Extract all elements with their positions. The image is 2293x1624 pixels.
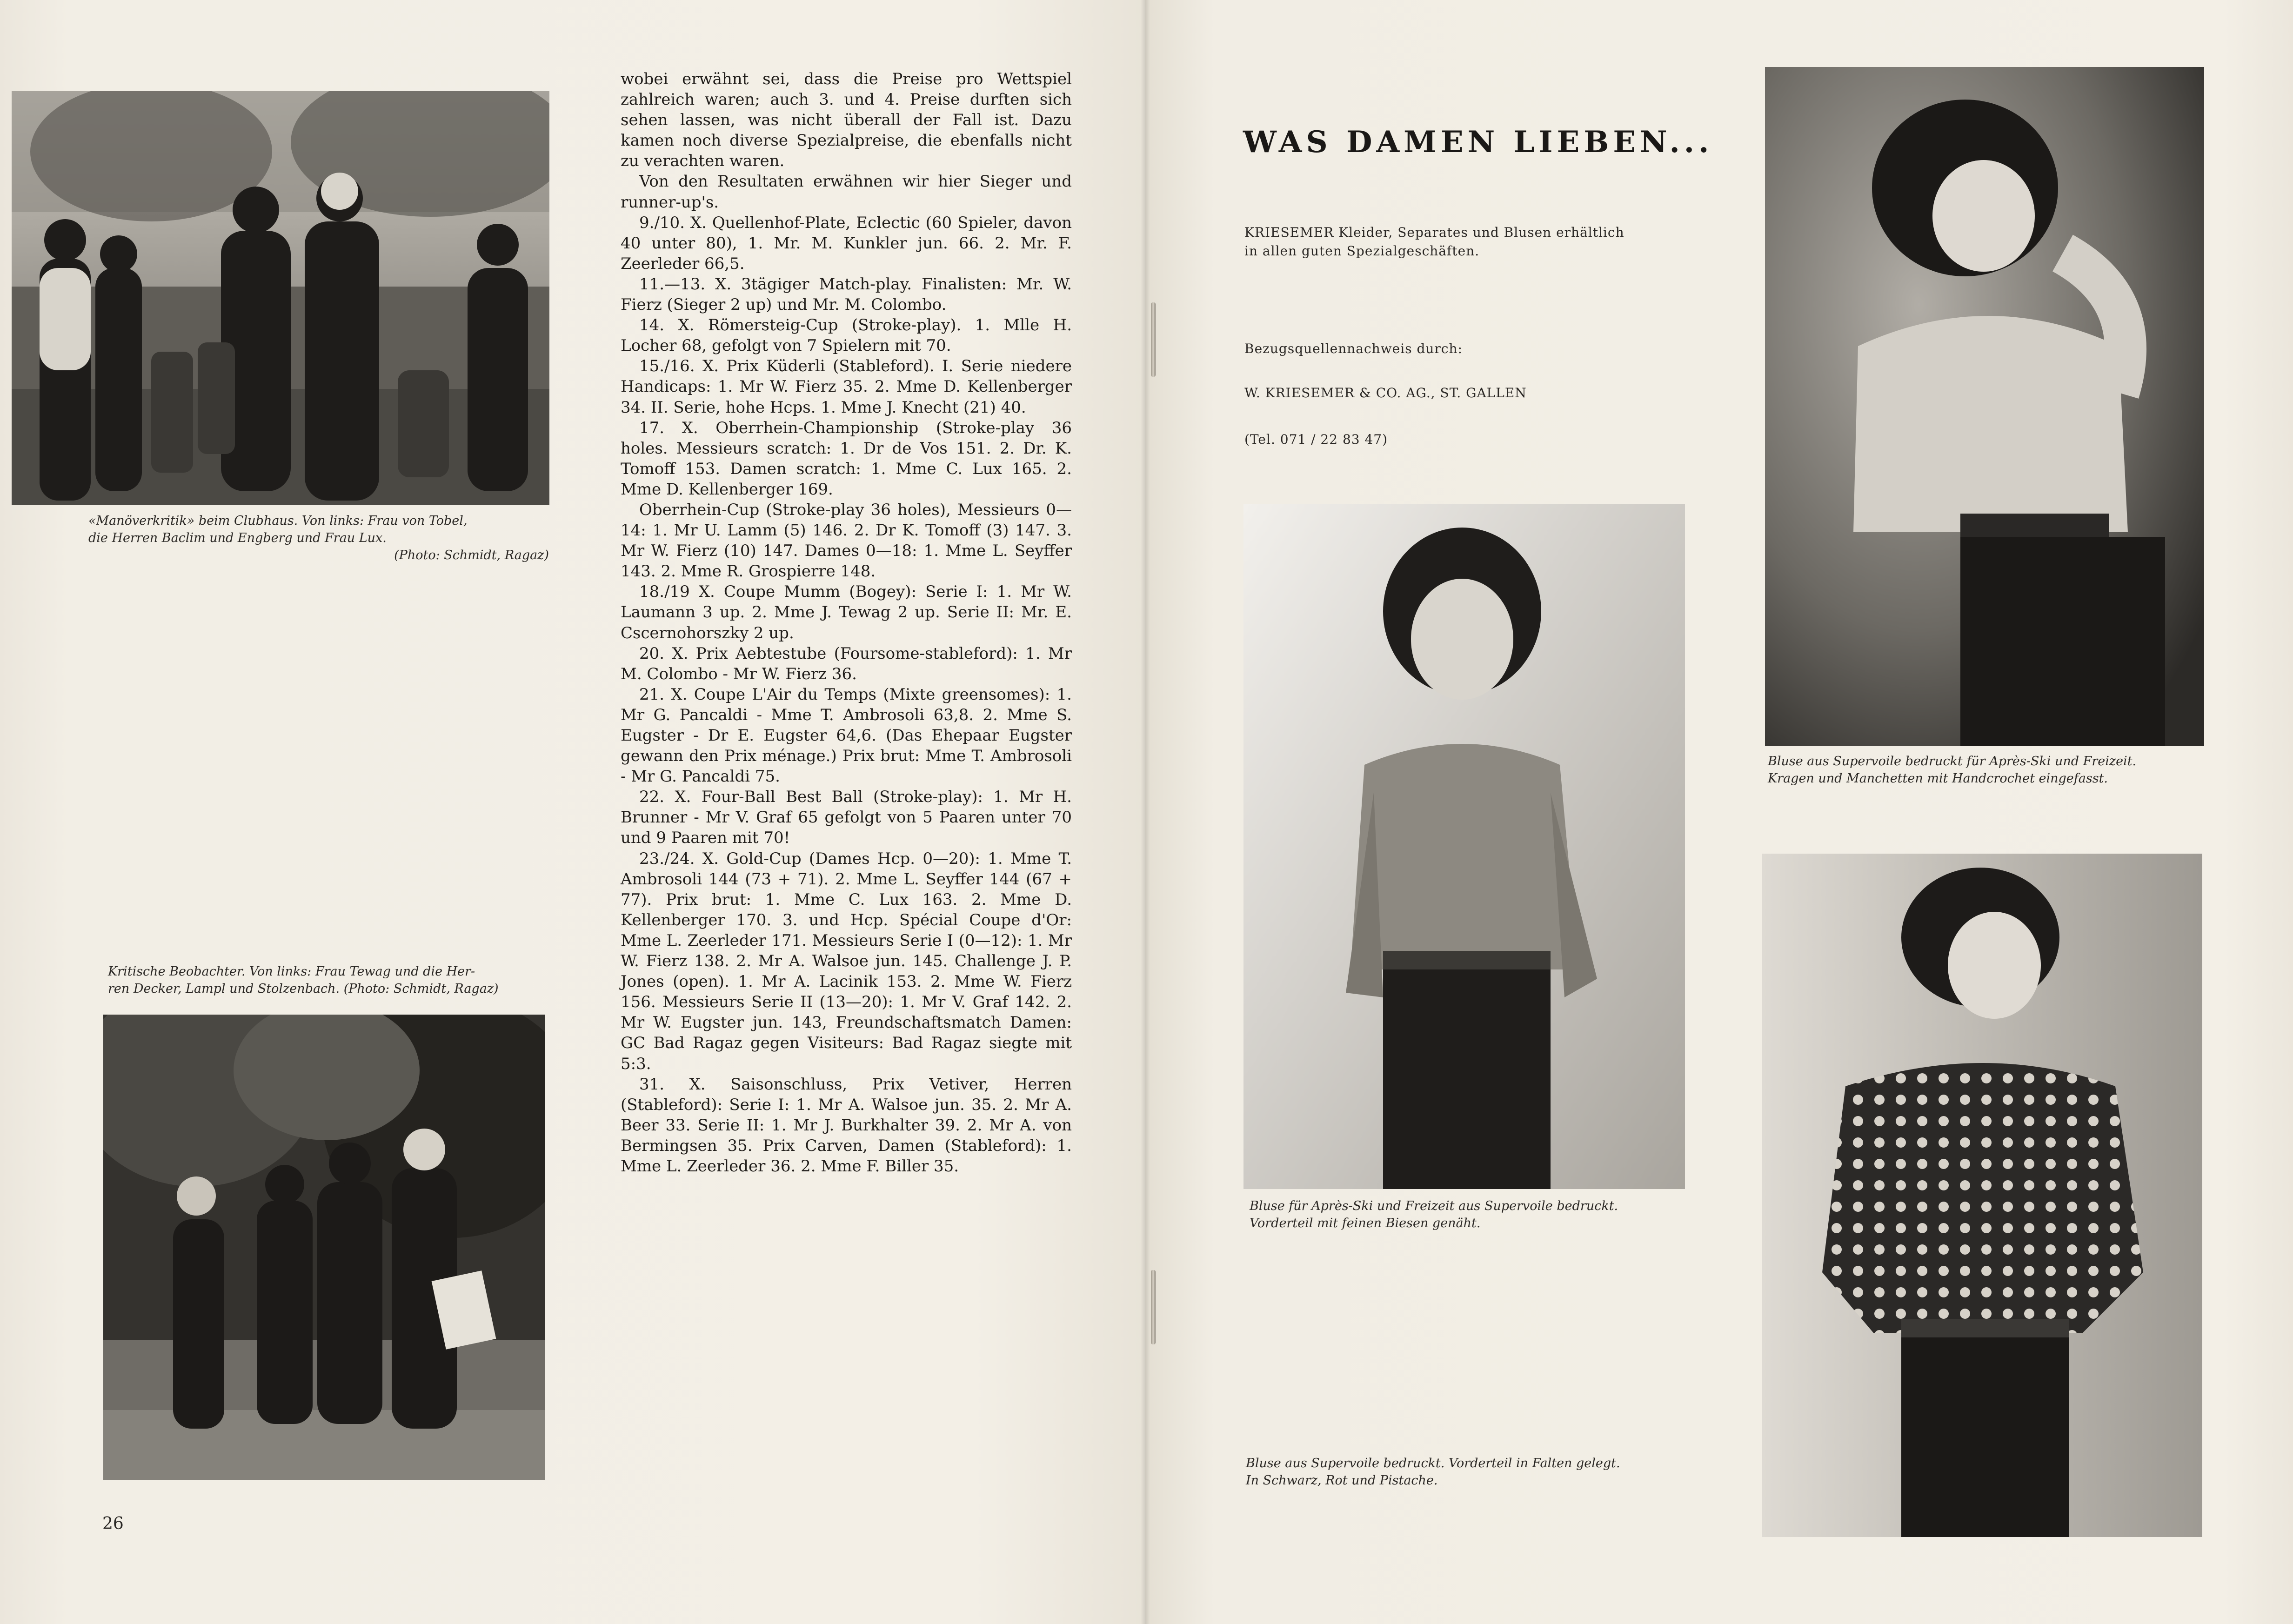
ad-intro-line1: KRIESEMER Kleider, Separates und Blusen erhältlich <box>1244 225 1624 240</box>
golf-observers-photo <box>103 1015 545 1480</box>
polka-dot-blouse-model-photo <box>1762 854 2202 1537</box>
photo1-caption-line1: «Manöverkritik» beim Clubhaus. Von links: Frau von Tobel, <box>88 514 468 528</box>
source-label: Bezugsquellennachweis durch: <box>1244 341 1463 356</box>
paragraph: 20. X. Prix Aebtestube (Foursome-stableford): 1. Mr M. Colombo - Mr W. Fierz 36. <box>621 644 1072 683</box>
photo-b-caption <box>1768 753 2214 787</box>
photo-c-caption <box>1246 1455 1711 1489</box>
ad-headline: WAS DAMEN LIEBEN... <box>1243 125 1713 160</box>
blouse-model-photo-b <box>1765 67 2204 746</box>
photo-c-caption-line2: In Schwarz, Rot und Pistache. <box>1246 1473 1438 1488</box>
company-phone: (Tel. 071 / 22 83 47) <box>1244 432 1388 447</box>
ad-intro <box>1244 223 1624 261</box>
paragraph: 22. X. Four-Ball Best Ball (Stroke-play): 1. Mr H. Brunner - Mr V. Graf 65 gefolgt von 5 Paaren unter 70 und 9 Paaren mit 70! <box>621 788 1072 848</box>
paragraph: 23./24. X. Gold-Cup (Dames Hcp. 0—20): 1. Mme T. Ambrosoli 144 (73 + 71). 2. Mme L. Seyffer 144 (67 + 77). Prix brut: 1. Mme C. Lux 163. 2. Mme D. Kellenberger 170. 3. und Hcp. Spécial Coupe d'Or: Mme L. Zeerleder 171. Messieurs Serie I (0—12): 1. Mr W. Fierz 138. 2. Mr A. Walsoe jun. 145. Challenge J. P. Jones (open). 1. Mr A. Lacinik 153. 2. Mme W. Fierz 156. Messieurs Serie II (13—20): 1. Mr V. Graf 142. 2. Mr W. Eugster jun. 143, Freundschaftsmatch Damen: GC Bad Ragaz gegen Visiteurs: Bad Ragaz siegte mit 5:3. <box>621 849 1072 1073</box>
photo-a-caption-line1: Bluse für Après-Ski und Freizeit aus Supervoile bedruckt. <box>1250 1199 1618 1213</box>
photo2-caption-line1: Kritische Beobachter. Von links: Frau Tewag und die Her- <box>108 964 475 979</box>
results-text-column <box>621 69 1072 1176</box>
paragraph: Oberrhein-Cup (Stroke-play 36 holes), Messieurs 0—14: 1. Mr U. Lamm (5) 146. 2. Dr K. Tomoff (3) 147. 3. Mr W. Fierz (10) 147. Dames 0—18: 1. Mme L. Seyffer 143. 2. Mme R. Grospierre 148. <box>621 500 1072 581</box>
paragraph: 18./19 X. Coupe Mumm (Bogey): Serie I: 1. Mr W. Laumann 3 up. 2. Mme J. Tewag 2 up. Serie II: Mr. E. Cscernohorszky 2 up. <box>621 582 1072 642</box>
photo-a-caption-line2: Vorderteil mit feinen Biesen genäht. <box>1250 1216 1481 1230</box>
paragraph: 9./10. X. Quellenhof-Plate, Eclectic (60 Spieler, davon 40 unter 80), 1. Mr. M. Kunkler jun. 66. 2. Mr. F. Zeerleder 66,5. <box>621 213 1072 273</box>
photo-b-caption-line2: Kragen und Manchetten mit Handcrochet eingefasst. <box>1768 771 2108 786</box>
blouse-model-photo-a <box>1243 504 1685 1189</box>
paragraph: 21. X. Coupe L'Air du Temps (Mixte greensomes): 1. Mr G. Pancaldi - Mme T. Ambrosoli 63,8. 2. Mme S. Eugster - Dr E. Eugster 64,6. (Das Ehepaar Eugster gewann den Prix ménage.) Prix brut: Mme T. Ambrosoli - Mr G. Pancaldi 75. <box>621 685 1072 786</box>
paragraph: 17. X. Oberrhein-Championship (Stroke-play 36 holes. Messieurs scratch: 1. Dr de Vos 151. 2. Dr. K. Tomoff 153. Damen scratch: 1. Mme C. Lux 165. 2. Mme D. Kellenberger 169. <box>621 418 1072 499</box>
photo1-caption <box>88 512 549 564</box>
golf-group-photo <box>12 91 549 505</box>
paragraph: 14. X. Römersteig-Cup (Stroke-play). 1. Mlle H. Locher 68, gefolgt von 7 Spielern mit 70. <box>621 316 1072 355</box>
photo-a-caption <box>1250 1197 1691 1232</box>
staple-bottom <box>1151 1270 1156 1344</box>
paragraph: 31. X. Saisonschluss, Prix Vetiver, Herren (Stableford): Serie I: 1. Mr A. Walsoe jun. 35. 2. Mr A. Beer 33. Serie II: 1. Mr J. Burkhalter 39. 2. Mr A. von Bermingsen 35. Prix Carven, Damen (Stableford): 1. Mme L. Zeerleder 36. 2. Mme F. Biller 35. <box>621 1075 1072 1176</box>
paragraph: 15./16. X. Prix Küderli (Stableford). I. Serie niedere Handicaps: 1. Mr W. Fierz 35. 2. Mme D. Kellenberger 34. II. Serie, hohe Hcps. 1. Mme J. Knecht (21) 40. <box>621 357 1072 417</box>
photo2-caption-line2: ren Decker, Lampl und Stolzenbach. (Photo: Schmidt, Ragaz) <box>108 982 499 996</box>
paragraph: Von den Resultaten erwähnen wir hier Sieger und runner-up's. <box>621 172 1072 212</box>
paragraph: 11.—13. X. 3tägiger Match-play. Finalisten: Mr. W. Fierz (Sieger 2 up) und Mr. M. Colombo. <box>621 274 1072 314</box>
photo-c-caption-line1: Bluse aus Supervoile bedruckt. Vorderteil in Falten gelegt. <box>1246 1456 1620 1470</box>
gutter-shadow <box>1141 0 1150 1624</box>
company-name: W. KRIESEMER & CO. AG., ST. GALLEN <box>1244 385 1527 401</box>
paragraph: wobei erwähnt sei, dass die Preise pro Wettspiel zahlreich waren; auch 3. und 4. Preise durften sich sehen lassen, was nicht überall der Fall ist. Dazu kamen noch diverse Spezialpreise, die ebenfalls nicht zu verachten waren. <box>621 70 1072 171</box>
page-number: 26 <box>102 1514 124 1533</box>
photo1-caption-line2: die Herren Baclim und Engberg und Frau Lux. <box>88 531 387 545</box>
photo-b-caption-line1: Bluse aus Supervoile bedruckt für Après-Ski und Freizeit. <box>1768 754 2137 769</box>
ad-intro-line2: in allen guten Spezialgeschäften. <box>1244 243 1480 259</box>
photo1-credit: (Photo: Schmidt, Ragaz) <box>394 548 549 562</box>
staple-top <box>1151 302 1156 377</box>
photo2-caption <box>108 963 555 997</box>
